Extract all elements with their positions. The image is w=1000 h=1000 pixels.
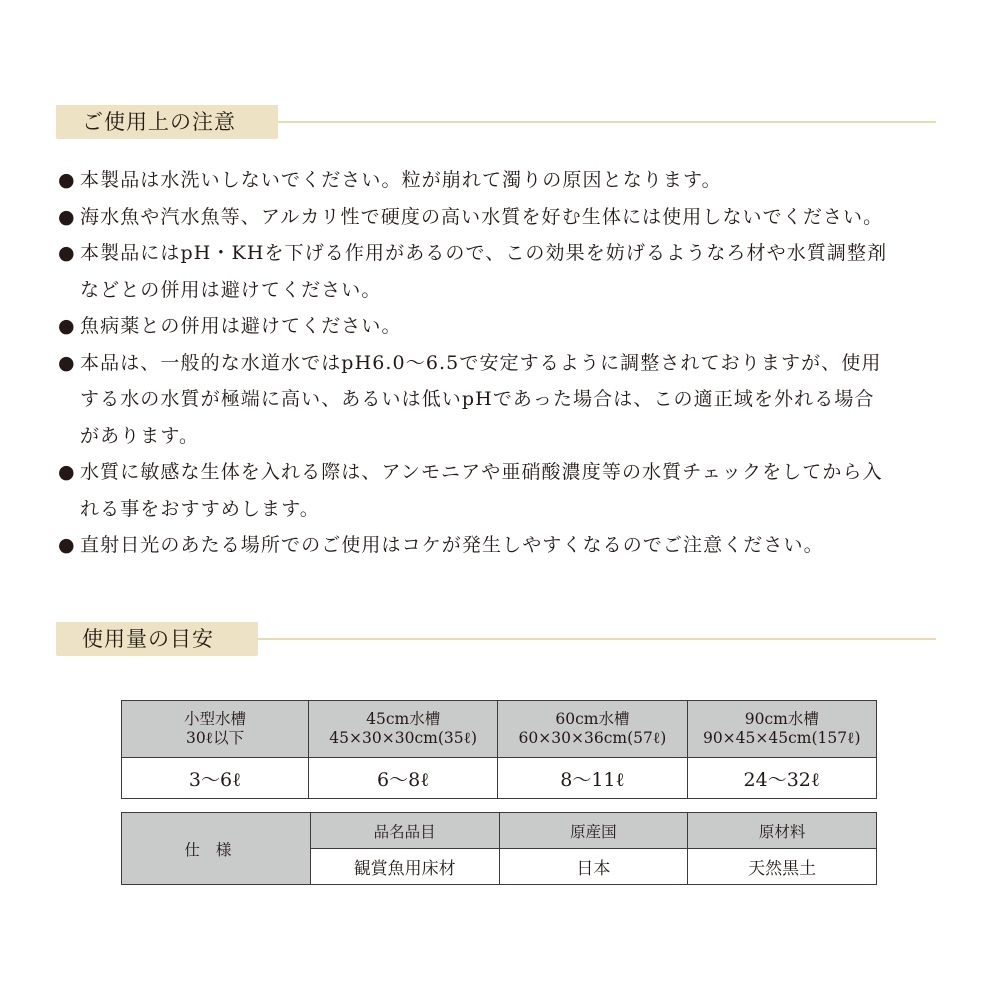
- bullet-icon: ●: [58, 205, 76, 228]
- caution-section-header: [56, 105, 936, 139]
- caution-note: [58, 199, 948, 236]
- tank-header-cell: [687, 701, 876, 758]
- tank-size: 45×30×30cm(35ℓ): [329, 729, 478, 747]
- caution-note-line: 本製品は水洗いしないでください。粒が崩れて濁りの原因となります。: [80, 169, 722, 191]
- usage-section-title: 使用量の目安: [56, 622, 258, 656]
- caution-note-line: 直射日光のあたる場所でのご使用はコケが発生しやすくなるのでご注意ください。: [80, 534, 824, 556]
- tank-header-cell: [122, 701, 309, 758]
- tank-name: 60cm水槽: [555, 710, 630, 728]
- spec-value-cell: 観賞魚用床材: [310, 849, 499, 885]
- amount-row: [122, 758, 877, 799]
- usage-amount-table: [121, 700, 877, 799]
- spec-header-cell: 原材料: [688, 813, 877, 849]
- spec-table: [121, 812, 877, 885]
- caution-note: [58, 162, 948, 199]
- caution-note-line: があります。: [80, 424, 200, 447]
- amount-cell: 24～32ℓ: [687, 758, 876, 799]
- caution-note: [58, 345, 948, 455]
- caution-note-line: する水の水質が極端に高い、あるいは低いpHであった場合は、この適正域を外れる場合: [80, 388, 875, 410]
- tank-header-cell: [309, 701, 498, 758]
- caution-notes-list: [58, 162, 948, 564]
- bullet-icon: ●: [58, 534, 76, 556]
- bullet-icon: ●: [58, 351, 76, 374]
- amount-cell: 6～8ℓ: [309, 758, 498, 799]
- bullet-icon: ●: [58, 461, 76, 483]
- usage-section-rule: [258, 638, 936, 640]
- caution-note-line: 本品は、一般的な水道水ではpH6.0～6.5で安定するように調整されておりますが、使用: [80, 351, 882, 374]
- caution-note: [58, 527, 948, 564]
- bullet-icon: ●: [58, 315, 76, 337]
- spec-header-cell: 品名品目: [310, 813, 499, 849]
- caution-note-line: 本製品にはpH・KHを下げる作用があるので、この効果を妨げるようなろ材や水質調整剤: [80, 242, 888, 264]
- bullet-icon: ●: [58, 242, 76, 264]
- spec-header-cell: 原産国: [499, 813, 688, 849]
- tank-header-cell: [498, 701, 687, 758]
- caution-note-line: などとの併用は避けてください。: [80, 278, 382, 301]
- tank-name: 45cm水槽: [366, 710, 441, 728]
- caution-note-line: 水質に敏感な生体を入れる際は、アンモニアや亜硝酸濃度等の水質チェックをしてから入: [80, 461, 883, 483]
- caution-note-line: れる事をおすすめします。: [80, 497, 320, 520]
- tank-header-row: [122, 701, 877, 758]
- tank-name: 小型水槽: [184, 710, 247, 728]
- bullet-icon: ●: [58, 169, 76, 191]
- spec-value-cell: 天然黒土: [688, 849, 877, 885]
- caution-section-rule: [278, 121, 936, 123]
- caution-note: [58, 308, 948, 345]
- tank-name: 90cm水槽: [744, 710, 819, 728]
- spec-value-cell: 日本: [499, 849, 688, 885]
- tank-size: 90×45×45cm(157ℓ): [702, 729, 861, 747]
- tank-size: 60×30×36cm(57ℓ): [518, 729, 667, 747]
- caution-note-line: 魚病薬との併用は避けてください。: [80, 315, 402, 337]
- spec-header-row: [122, 813, 877, 849]
- caution-section-title: ご使用上の注意: [56, 105, 278, 139]
- spec-label-cell: 仕様: [122, 813, 311, 885]
- amount-cell: 8～11ℓ: [498, 758, 687, 799]
- caution-note-line: 海水魚や汽水魚等、アルカリ性で硬度の高い水質を好む生体には使用しないでください。: [80, 205, 884, 228]
- caution-note: [58, 454, 948, 527]
- usage-section-header: [56, 622, 936, 656]
- tank-size: 30ℓ以下: [185, 729, 245, 747]
- amount-cell: 3～6ℓ: [122, 758, 309, 799]
- caution-note: [58, 235, 948, 308]
